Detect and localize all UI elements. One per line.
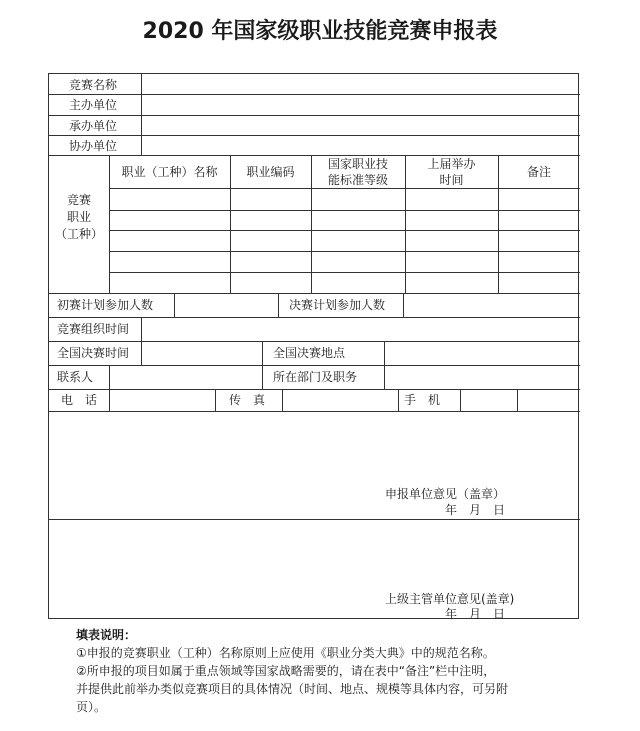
col-occupation-name: 职业（工种）名称 [121,165,218,179]
final-time-label: 全国决赛时间 [57,346,130,360]
instruction-line-1: ①申报的竞赛职业（工种）名称原则上应使用《职业分类大典》中的规范名称。 [76,646,495,660]
fax-label: 传 真 [229,393,266,407]
occupation-side-label-3: （工种） [54,227,103,241]
col-standard-level-line1: 国家职业技 [327,157,388,171]
col-standard-level-line2: 能标准等级 [327,173,388,187]
mobile-label: 手 机 [404,393,441,407]
col-remark: 备注 [526,165,551,179]
prelim-participants-label: 初赛计划参加人数 [57,298,154,312]
occupation-side-label-1: 竞赛 [66,193,91,207]
col-last-held-line1: 上届举办 [427,157,476,171]
form-title: 2020 年国家级职业技能竞赛申报表 [142,19,498,44]
organizer-unit-label: 承办单位 [69,119,118,133]
org-time-label: 竞赛组织时间 [57,322,130,336]
contact-label: 联系人 [57,370,94,384]
co-organizer-label: 协办单位 [69,139,118,153]
superior-date-label: 年 月 日 [445,607,506,621]
dept-position-label: 所在部门及职务 [273,370,358,384]
final-participants-label: 决赛计划参加人数 [289,298,386,312]
instruction-line-2: ②所申报的项目如属于重点领域等国家战略需要的，请在表中“备注”栏中注明， [76,664,496,678]
col-occupation-code: 职业编码 [246,165,295,179]
filling-instructions [76,626,576,716]
host-unit-label: 主办单位 [69,98,118,112]
application-form [48,73,579,619]
instruction-line-4: 页）。 [76,700,107,714]
final-place-label: 全国决赛地点 [273,346,346,360]
competition-name-label: 竞赛名称 [69,78,118,92]
applicant-opinion-label: 申报单位意见（盖章） [385,487,506,501]
instruction-line-3: 并提供此前举办类似竞赛项目的具体情况（时间、地点、规模等具体内容，可另附 [76,682,509,696]
instructions-heading: 填表说明： [76,628,137,642]
occupation-side-label-2: 职业 [66,210,91,224]
col-last-held-line2: 时间 [439,173,464,187]
phone-label: 电 话 [61,393,98,407]
superior-opinion-label: 上级主管单位意见(盖章) [385,592,515,606]
applicant-date-label: 年 月 日 [445,503,506,517]
